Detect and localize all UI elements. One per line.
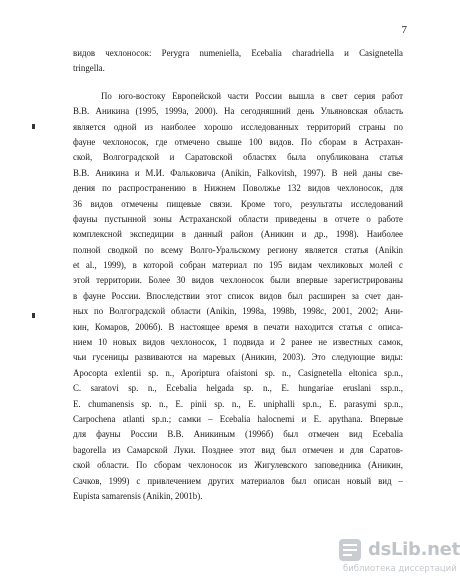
- page-number: 7: [401, 24, 407, 36]
- text-line: этой территории. Более 30 видов чехлоносок были впервые зарегистрированы: [73, 275, 403, 286]
- text-line: комплексной экспедиции в данный район (Аникин и др., 1998). Наиболее: [73, 229, 403, 240]
- text-line: В.В. Аникина (1995, 1999а, 2000). На сегодняшний день Ульяновская область: [73, 106, 403, 117]
- text-line: нием 10 новых видов чехлоносок, 1 подвида и 2 ранее не известных самок,: [73, 337, 403, 348]
- watermark-subtitle: библиотека диссертаций: [343, 564, 457, 574]
- margin-mark: [32, 313, 35, 318]
- text-line: По юго-востоку Европейской части России вышла в свет серия работ: [101, 90, 403, 101]
- text-line: видов чехлоносок: Perygra numeniella, Ecebalia charadriella и Casignetella: [73, 48, 403, 58]
- text-line: E. chumanensis sp. n., E. pinii sp. n., E. uniphalli sp.n., E. parasymi sp.n.,: [73, 398, 403, 409]
- text-line: Apocopta exlentii sp. n., Aporiptura ofaistoni sp. n., Casignetella eltonica sp.n.,: [73, 367, 403, 378]
- text-line: кин, Комаров, 2006б). В настоящее время в печати находится статья с описа-: [73, 321, 403, 332]
- text-line: et al., 1999), в которой собран материал по 195 видам чехликовых молей с: [73, 260, 403, 271]
- text-line: чьи гусеницы развиваются на маревых (Аникин, 2003). Это следующие виды:: [73, 352, 403, 363]
- text-line: В.В. Аникина и М.И. Фальковича (Anikin, Falkovitsh, 1997). В ней даны све-: [73, 167, 403, 178]
- text-line: 36 видов отмечены пищевые связи. Кроме того, результаты исследований: [73, 198, 403, 209]
- text-line: ской, Волгоградской и Саратовской областях была опубликована статья: [73, 152, 403, 163]
- text-line: фауны пустынной зоны Астраханской области приведены в отчете о работе: [73, 213, 403, 224]
- text-line: фауне чехлоносок, где отмечено свыше 100 видов. По сборам в Астрахан-: [73, 136, 403, 147]
- text-line: полной сводкой по всему Волго-Уральскому региону является статья (Anikin: [73, 244, 403, 255]
- text-line: Сачков, 1999) с привлечением других материалов был описан новый вид –: [73, 475, 403, 486]
- text-line: в фауне России. Впоследствии этот список видов был расширен за счет дан-: [73, 290, 403, 301]
- text-line: Carpochena atlanti sp.n.; самки – Ecebalia halocnemi и E. apythana. Впервые: [73, 413, 403, 424]
- watermark-title: dsLib.net: [368, 539, 460, 560]
- text-line: является одной из наиболее хорошо исследованных территорий страны по: [73, 121, 403, 132]
- text-line: дения по распространению в Нижнем Поволжье 132 видов чехлоносок, для: [73, 183, 403, 194]
- text-line: ных по Волгоградской области (Anikin, 1998а, 1998b, 1998с, 2001, 2002; Ани-: [73, 306, 403, 317]
- margin-mark: [32, 124, 35, 129]
- text-line: bagorella из Самарской Луки. Позднее этот вид был отмечен и для Саратов-: [73, 444, 403, 455]
- dslib-watermark: [338, 538, 460, 578]
- text-line: C. saratovi sp. n., Ecebalia helgada sp. n., E. hungariae eruslani ssp.n.,: [73, 383, 403, 394]
- text-line: tringella.: [73, 63, 105, 74]
- dslib-logo-icon: [338, 538, 362, 562]
- body-text: [73, 46, 403, 504]
- text-line: Eupista samarensis (Anikin, 2001b).: [73, 490, 203, 501]
- text-line: ской области. По сборам чехлоносок из Жигулевского заповедника (Аникин,: [73, 460, 403, 471]
- text-line: для фауны России В.В. Аникиным (1996б) был отмечен вид Ecebalia: [73, 429, 403, 440]
